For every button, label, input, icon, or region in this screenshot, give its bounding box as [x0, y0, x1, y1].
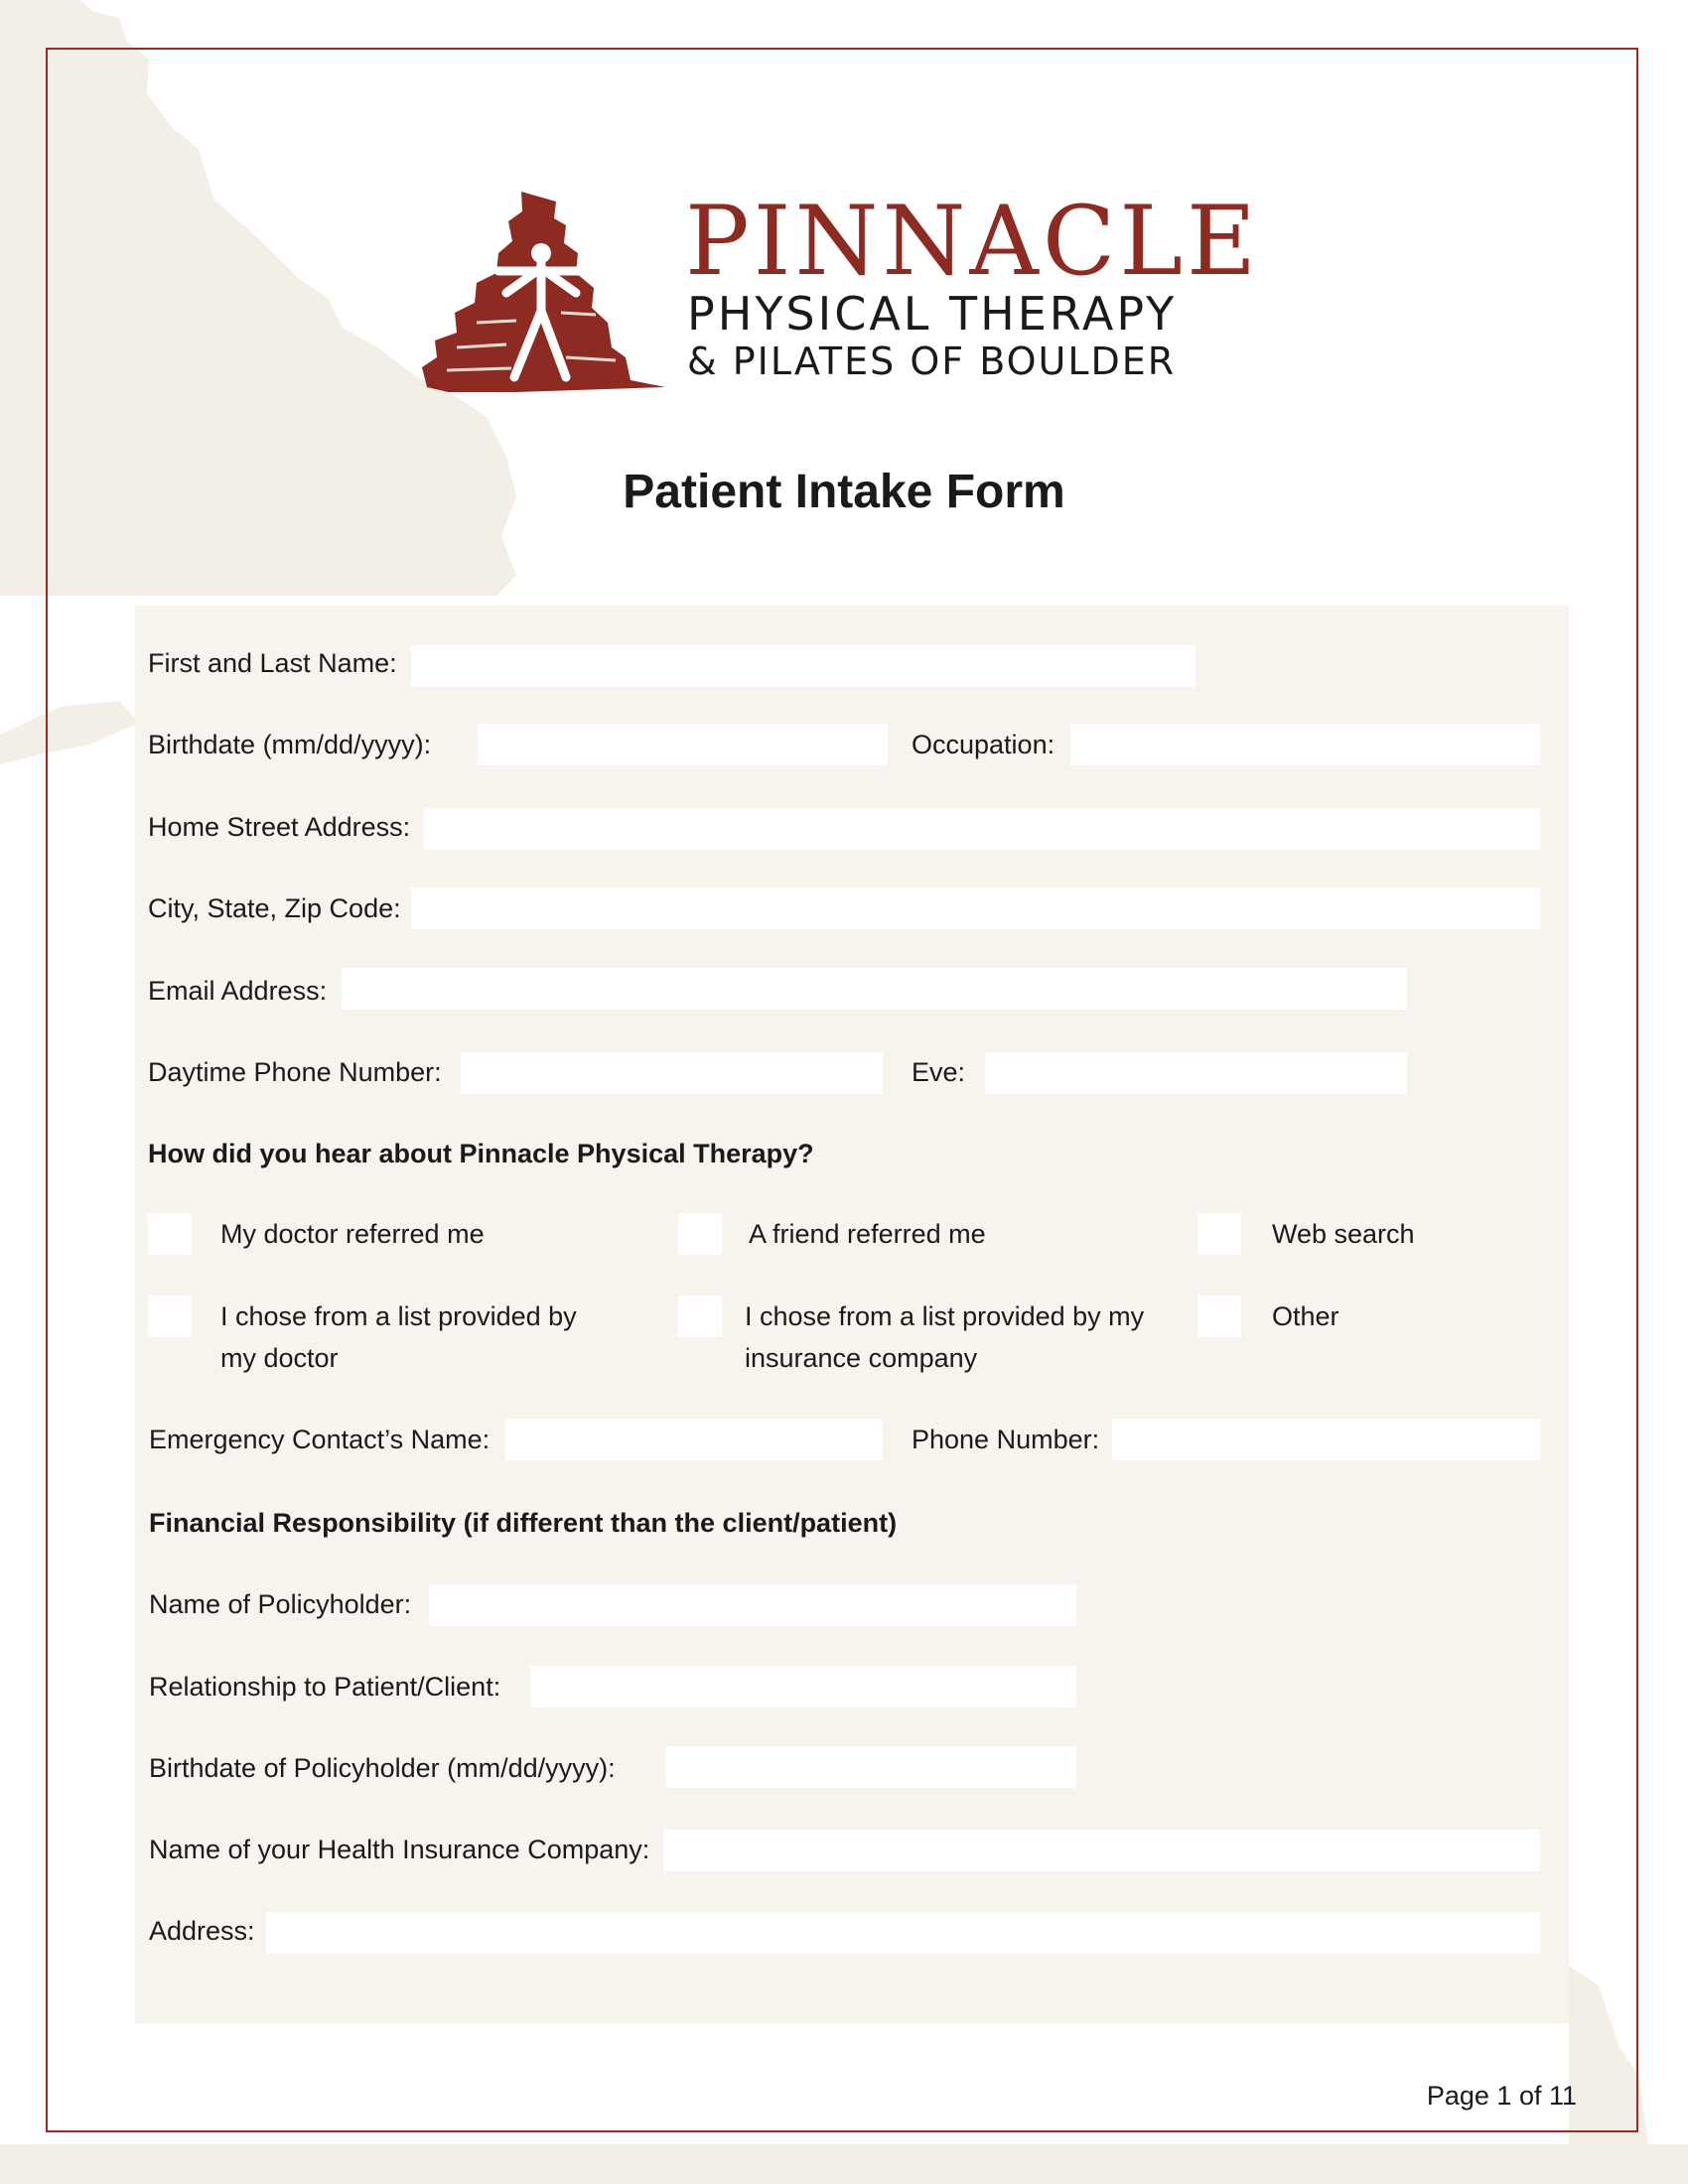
email-field[interactable] — [342, 968, 1407, 1010]
doctor-list-checkbox[interactable] — [148, 1296, 192, 1337]
street-address-field[interactable] — [424, 808, 1540, 850]
birthdate-field[interactable] — [478, 724, 888, 765]
doctor-list-label-line1: I chose from a list provided by — [220, 1301, 577, 1331]
emergency-phone-field[interactable] — [1112, 1419, 1540, 1460]
insurance-company-label: Name of your Health Insurance Company: — [149, 1835, 650, 1864]
referral-question: How did you hear about Pinnacle Physical Therapy? — [148, 1139, 814, 1168]
financial-heading: Financial Responsibility (if different than the client/patient) — [149, 1508, 898, 1538]
city-state-zip-field[interactable] — [411, 887, 1540, 929]
insurance-address-field[interactable] — [266, 1912, 1540, 1954]
first-last-name-field[interactable] — [411, 645, 1196, 687]
insurance-list-label-line1: I chose from a list provided by my — [745, 1301, 1145, 1331]
doctor-referred-label: My doctor referred me — [220, 1219, 485, 1249]
other-checkbox[interactable] — [1197, 1296, 1241, 1337]
friend-referred-label: A friend referred me — [749, 1219, 986, 1249]
relationship-label: Relationship to Patient/Client: — [149, 1672, 501, 1702]
emergency-phone-label: Phone Number: — [912, 1425, 1100, 1454]
page-title: Patient Intake Form — [623, 466, 1065, 518]
brand-subtitle-line2: & PILATES OF BOULDER — [687, 340, 1177, 383]
birthdate-label: Birthdate (mm/dd/yyyy): — [148, 730, 432, 759]
policyholder-name-field[interactable] — [429, 1584, 1076, 1626]
daytime-phone-label: Daytime Phone Number: — [148, 1057, 442, 1087]
city-state-zip-label: City, State, Zip Code: — [148, 893, 401, 923]
evening-phone-field[interactable] — [985, 1052, 1407, 1094]
page-number: Page 1 of 11 — [1426, 2081, 1577, 2111]
web-search-label: Web search — [1272, 1219, 1415, 1249]
policyholder-birthdate-label: Birthdate of Policyholder (mm/dd/yyyy): — [149, 1753, 616, 1783]
occupation-label: Occupation: — [912, 730, 1055, 759]
friend-referred-checkbox[interactable] — [678, 1213, 722, 1255]
evening-phone-label: Eve: — [912, 1057, 966, 1087]
emergency-contact-name-field[interactable] — [505, 1419, 883, 1460]
emergency-contact-name-label: Emergency Contact’s Name: — [149, 1425, 491, 1454]
brand-subtitle-line1: PHYSICAL THERAPY — [687, 287, 1178, 341]
relationship-field[interactable] — [530, 1666, 1076, 1707]
brand-name: PINNACLE — [685, 186, 1261, 297]
policyholder-birthdate-field[interactable] — [665, 1746, 1076, 1788]
other-label: Other — [1272, 1301, 1339, 1331]
first-last-name-label: First and Last Name: — [148, 648, 397, 678]
daytime-phone-field[interactable] — [461, 1052, 883, 1094]
insurance-company-field[interactable] — [663, 1830, 1540, 1871]
policyholder-name-label: Name of Policyholder: — [149, 1589, 412, 1619]
email-label: Email Address: — [148, 976, 328, 1006]
insurance-address-label: Address: — [149, 1916, 255, 1946]
street-address-label: Home Street Address: — [148, 812, 411, 842]
doctor-list-label-line2: my doctor — [220, 1343, 339, 1373]
insurance-list-label-line2: insurance company — [745, 1343, 978, 1373]
web-search-checkbox[interactable] — [1197, 1213, 1241, 1255]
occupation-field[interactable] — [1070, 724, 1540, 765]
insurance-list-checkbox[interactable] — [678, 1296, 722, 1337]
doctor-referred-checkbox[interactable] — [148, 1213, 192, 1255]
